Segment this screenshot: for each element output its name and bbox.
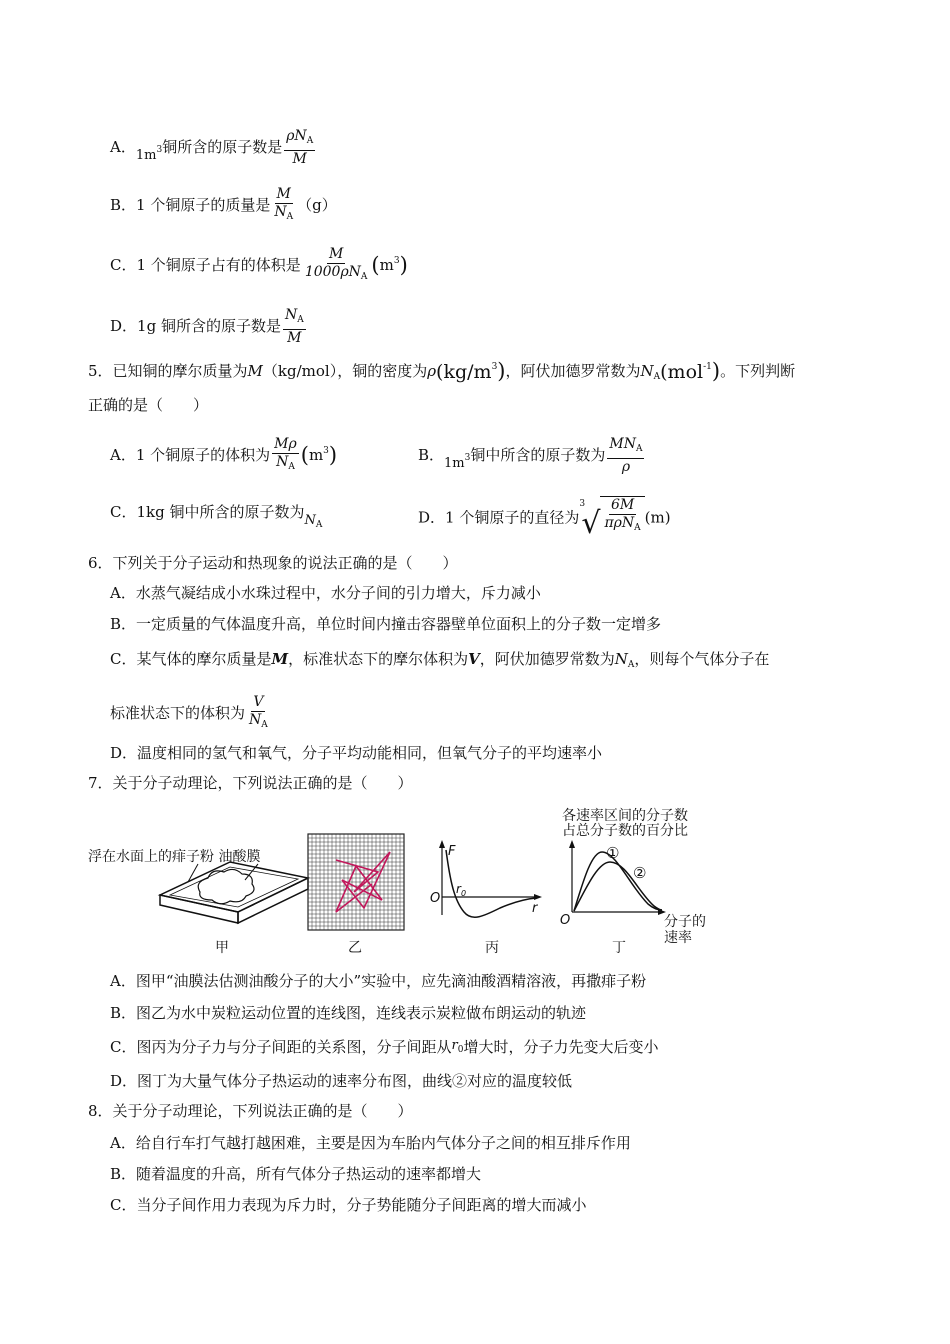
fraction: $\frac{V}{N_A}$ (249, 694, 268, 730)
q4-option-d: D．1g 铜所含的原子数是 $\frac{N_A}{M}$ (110, 307, 304, 346)
q8-option-c: C．当分子间作用力表现为斥力时，分子势能随分子间距离的增大而减小 (110, 1196, 587, 1214)
figure-ding-xlabel-2: 速率 (664, 930, 692, 946)
figure-bing (430, 840, 542, 956)
figure-ding-title-1: 各速率区间的分子数 (562, 808, 688, 824)
q6-option-c: C．某气体的摩尔质量是M，标准状态下的摩尔体积为V，阿伏加德罗常数为$N_A$，则每个气体分子在 (110, 650, 770, 670)
q6-option-b: B．一定质量的气体温度升高，单位时间内撞击容器壁单位面积上的分子数一定增多 (110, 615, 662, 633)
q7-stem: 7．关于分子动理论，下列说法正确的是（ ） (88, 774, 413, 792)
figure-bing-r: r (532, 901, 538, 916)
figure-yi-caption: 乙 (348, 940, 362, 956)
q4-option-c: C．1 个铜原子占有的体积是 $\frac{M}{1000\rho N_A}$ $(m^3)$ (110, 246, 408, 286)
q5-option-a: A．1 个铜原子的体积为 $\frac{M\rho}{N_A}$ $(m^3)$ (110, 436, 337, 476)
curve-2-label: ② (633, 864, 647, 882)
figure-jia-label: 浮在水面上的痱子粉 油酸膜 (88, 849, 261, 865)
q7-option-b: B．图乙为水中炭粒运动位置的连线图，连线表示炭粒做布朗运动的轨迹 (110, 1004, 587, 1022)
fraction: $\frac{M}{1000\rho N_A}$ (304, 246, 368, 282)
figure-ding-O: O (560, 913, 571, 928)
q6-option-a: A．水蒸气凝结成小水珠过程中，水分子间的引力增大，斥力减小 (110, 584, 541, 602)
figure-bing-r0: $r_0$ (456, 882, 467, 898)
q5-option-b: B．$1m^3$铜中所含的原子数为 $\frac{MN_A}{\rho}$ (418, 436, 643, 475)
q5-stem-line2: 正确的是（ ） (88, 396, 209, 414)
q8-stem: 8．关于分子动理论，下列说法正确的是（ ） (88, 1102, 413, 1120)
q7-option-a: A．图甲“油膜法估测油酸分子的大小”实验中，应先滴油酸酒精溶液，再撒痱子粉 (110, 972, 647, 990)
q4-option-b: B．1 个铜原子的质量是 $\frac{M}{N_A}$ （g） (110, 186, 337, 226)
figure-ding (560, 807, 706, 956)
figure-ding-title-2: 占总分子数的百分比 (562, 823, 688, 839)
q5-option-c: C．1kg 铜中所含的原子数为$N_A$ (110, 503, 323, 530)
q6-option-c-line2: 标准状态下的体积为 $\frac{V}{N_A}$ (110, 694, 272, 734)
fraction: $\frac{MN_A}{\rho}$ (609, 436, 643, 475)
figure-ding-caption: 丁 (612, 940, 626, 956)
fraction: $\frac{M}{N_A}$ (274, 186, 294, 222)
fraction: $\frac{6M}{\pi\rho N_A}$ (604, 497, 641, 533)
q7-option-c: C．图丙为分子力与分子间距的关系图，分子间距从$r_0$增大时，分子力先变大后变小 (110, 1038, 659, 1056)
figure-ding-xlabel-1: 分子的 (664, 914, 706, 930)
figure-bing-F: F (448, 844, 456, 859)
q6-option-d: D．温度相同的氢气和氧气，分子平均动能相同，但氧气分子的平均速率小 (110, 744, 603, 762)
figure-jia (88, 848, 308, 956)
fraction: $\frac{\rho N_A}{M}$ (286, 128, 314, 167)
q7-option-d: D．图丁为大量气体分子热运动的速率分布图，曲线②对应的温度较低 (110, 1072, 573, 1090)
fraction: $\frac{N_A}{M}$ (284, 307, 304, 346)
cube-root: 3 √ $\frac{6M}{\pi\rho N_A}$ (579, 496, 644, 541)
figure-bing-O: O (430, 891, 441, 906)
figure-yi (308, 834, 404, 956)
curve-1-label: ① (606, 844, 620, 862)
q4-option-a: A．$1m^3$铜所含的原子数是 $\frac{\rho N_A}{M}$ (110, 128, 314, 167)
q7-figures (80, 800, 720, 960)
q6-stem: 6．下列关于分子运动和热现象的说法正确的是（ ） (88, 554, 458, 572)
figure-jia-caption: 甲 (215, 940, 229, 956)
fraction: $\frac{M\rho}{N_A}$ (274, 436, 297, 472)
q5-option-d: D．1 个铜原子的直径为 3 √ $\frac{6M}{\pi\rho N_A}$ (m) (418, 497, 671, 541)
q5-stem-line1: 5．已知铜的摩尔质量为M（kg/mol），铜的密度为$\rho(kg/m^3)$，阿伏加德罗常数为$N_A(mol^{-1})$。下列判断 (88, 359, 796, 383)
figure-bing-caption: 丙 (485, 940, 499, 956)
q8-option-a: A．给自行车打气越打越困难，主要是因为车胎内气体分子之间的相互排斥作用 (110, 1134, 631, 1152)
q8-option-b: B．随着温度的升高，所有气体分子热运动的速率都增大 (110, 1165, 482, 1183)
